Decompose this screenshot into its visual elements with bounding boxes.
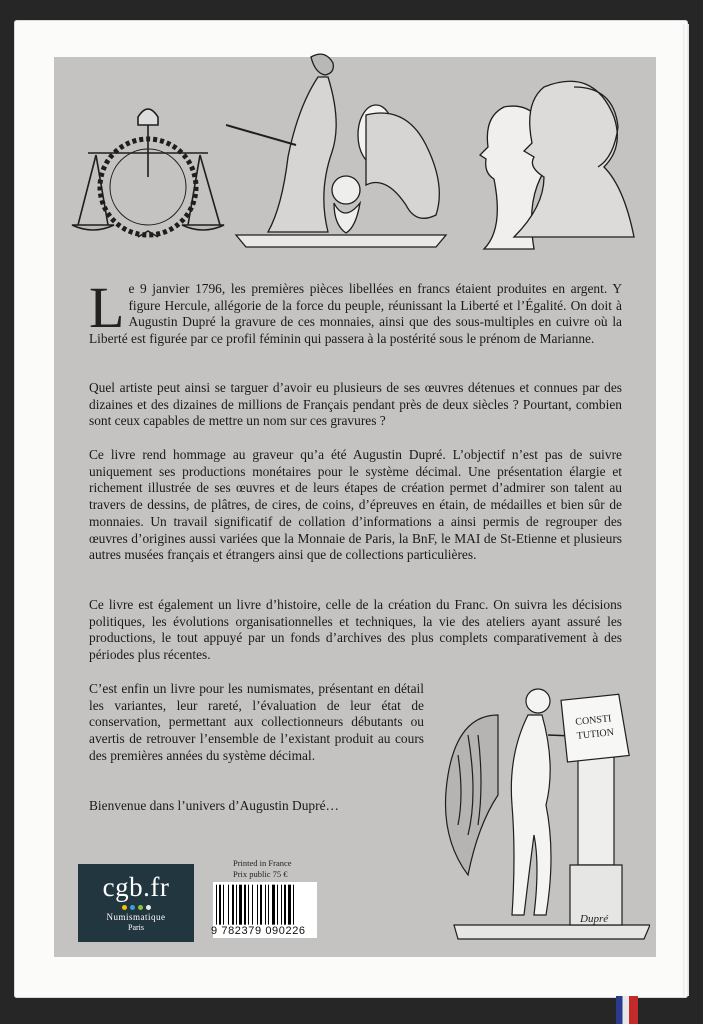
barcode-bar <box>244 885 246 925</box>
barcode-bar <box>288 885 291 925</box>
logo-dots <box>78 905 194 910</box>
barcode-bar <box>236 885 237 925</box>
publisher-logo <box>78 864 194 942</box>
logo-dot-green <box>138 905 143 910</box>
profiles-portrait-illustration <box>454 67 644 252</box>
barcode-bar <box>216 885 217 925</box>
barcode-bar <box>293 885 294 925</box>
logo-dot-yellow <box>122 905 127 910</box>
logo-brand-text: cgb.fr <box>102 872 170 902</box>
barcode-bar <box>232 885 234 925</box>
engraving-sign-line2: TUTION <box>576 726 615 742</box>
barcode-bar <box>257 885 258 925</box>
cover-panel <box>54 57 656 957</box>
logo-dot-blue <box>130 905 135 910</box>
numismatics-paragraph: C’est enfin un livre pour les numismates, présentant en détail les variantes, leur rareté, l’évaluation de leur état de conservation, permettant aux collectionneurs débutants ou avertis de retrouver l’ensemble de l’existant produit au cours des premières années du système décimal. <box>89 681 424 763</box>
barcode-bar <box>228 885 229 925</box>
drop-cap: L <box>89 275 125 340</box>
printed-in-text: Printed in France <box>233 858 292 868</box>
winged-genius-illustration <box>438 675 650 947</box>
print-info <box>233 858 292 880</box>
public-price-text: Prix public 75 € <box>233 869 288 879</box>
logo-subtitle: Numismatique <box>106 912 166 922</box>
logo-dot-white <box>146 905 151 910</box>
barcode-bar <box>265 885 266 925</box>
history-paragraph: Ce livre est également un livre d’histoire, celle de la création du Franc. On suivra les décisions politiques, les évolutions organisationnelles et techniques, la vie des ateliers ayant assuré les productions, le tout appuyé par un fonds d’archives des plus complets comparativement à des périodes plus récentes. <box>89 597 622 663</box>
hercules-group-illustration <box>226 45 466 250</box>
bookmark-ribbon <box>616 996 638 1024</box>
barcode-bar <box>239 885 242 925</box>
logo-city: Paris <box>128 923 144 932</box>
question-paragraph: Quel artiste peut ainsi se targuer d’avoir eu plusieurs de ses œuvres détenues et connues par des dizaines et des dizaines de millions de Français pendant près de deux siècles ? Pourtant, combien sont ceux capables de mettre un nom sur ces gravures ? <box>89 380 622 429</box>
barcode-bar <box>281 885 282 925</box>
barcode-bar <box>252 885 253 925</box>
barcode-bar <box>277 885 278 925</box>
barcode-bar <box>223 885 224 925</box>
engraving-signature: Dupré <box>580 913 609 925</box>
intro-paragraph <box>89 275 622 348</box>
barcode-bar <box>260 885 262 925</box>
scales-wreath-illustration <box>68 77 228 247</box>
barcode-bar <box>272 885 275 925</box>
welcome-line: Bienvenue dans l’univers d’Augustin Dupré… <box>89 798 339 813</box>
barcode-bar <box>268 885 269 925</box>
isbn-number: 9 782379 090226 <box>211 925 306 937</box>
engraving-sign-line1: CONSTI <box>574 713 612 728</box>
intro-paragraph-text: e 9 janvier 1796, les premières pièces libellées en francs étaient produites en argent. Y figure Hercule, allégorie de la force du peuple, réunissant la Liberté et l’Égalité. On doit à Augustin Dupré la gravure de ces monnaies, ainsi que des sous-multiples en cuivre où la Liberté est figurée par ce profil féminin qui passera à la postérité sous le prénom de Marianne. <box>89 281 622 347</box>
homage-paragraph: Ce livre rend hommage au graveur qu’a été Augustin Dupré. L’objectif n’est pas de suivre uniquement ses productions monétaires pour le système décimal. Une présentation élargie et richement illustrée de ses œuvres et de leurs étapes de création permet d’admirer son talent au travers de dessins, de plâtres, de cires, de coins, d’épreuves en étain, de médailles et bien sûr de monnaies. Un travail significatif de collation d’informations a ainsi permis de regrouper des œuvres d’origines aussi variées que la Monnaie de Paris, la BnF, le MAI de St-Etienne et plusieurs autres musées français et étrangers ainsi que de collections particulières. <box>89 447 622 563</box>
barcode-bar <box>284 885 286 925</box>
barcode-bar <box>248 885 249 925</box>
page-edge <box>683 24 689 996</box>
barcode-bar <box>219 885 221 925</box>
